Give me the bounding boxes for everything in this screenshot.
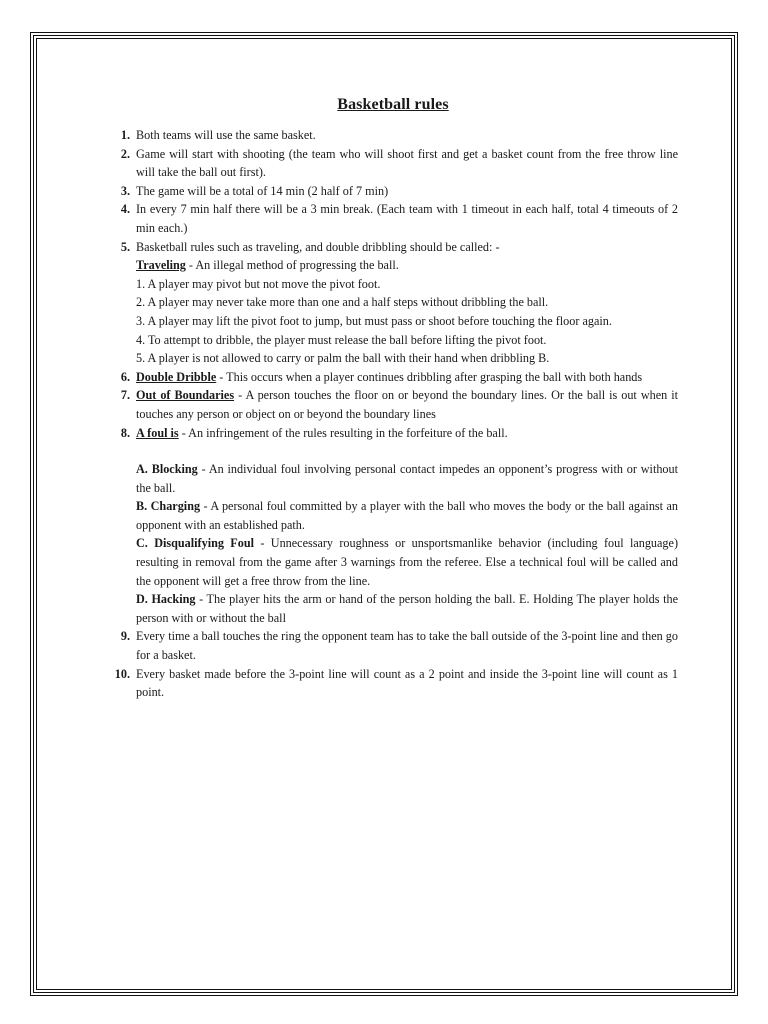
rule-text: The game will be a total of 14 min (2 half of 7 min)	[136, 183, 389, 198]
rule-item-9	[108, 627, 678, 664]
rule-text: - This occurs when a player continues dribbling after grasping the ball with both hands	[216, 369, 643, 384]
document-title: Basketball rules	[337, 96, 449, 113]
traveling-subrule: 4. To attempt to dribble, the player must release the ball before lifting the pivot foot.	[136, 332, 547, 347]
rule-text: - An infringement of the rules resulting in the forfeiture of the ball.	[178, 425, 508, 440]
foul-type: C. Disqualifying Foul	[136, 536, 255, 551]
traveling-subrule: 1. A player may pivot but not move the pivot foot.	[136, 276, 381, 291]
foul-text: - An individual foul involving personal contact impedes an opponent’s progress with or without the ball.	[136, 462, 678, 495]
traveling-subrule: 5. A player is not allowed to carry or palm the ball with their hand when dribbling B.	[136, 351, 550, 366]
foul-blocking	[136, 460, 678, 497]
foul-text: - A personal foul committed by a player with the ball who moves the body or the ball against an opponent with an established path.	[136, 499, 678, 532]
rule-number: 5.	[120, 239, 130, 254]
rule-text: In every 7 min half there will be a 3 min break. (Each team with 1 timeout in each half, total 4 timeouts of 2 min each.)	[136, 202, 678, 235]
rule-item-8	[108, 424, 678, 628]
rule-text: Basketball rules such as traveling, and double dribbling should be called: -	[136, 239, 500, 254]
rule-number: 1.	[120, 128, 130, 142]
spacer	[136, 442, 678, 460]
rule-number: 4.	[120, 202, 130, 217]
rule-text: - A person touches the floor on or beyond the boundary lines. Or the ball is out when it touches any person or object on or beyond the boundary lines	[136, 388, 678, 421]
traveling-definition	[136, 256, 678, 275]
foul-text: - Unnecessary roughness or unsportsmanlike behavior (including foul language) resulting in removal from the game after 3 warnings from the referee. Else a technical foul will be called and the opponent will get a free throw from the line.	[136, 536, 678, 588]
foul-term: A foul is	[136, 425, 179, 440]
rule-item-5	[108, 238, 678, 368]
traveling-subrule: 2. A player may never take more than one and a half steps without dribbling the ball.	[136, 295, 549, 310]
rule-number: 2.	[120, 146, 130, 161]
foul-hacking	[136, 590, 678, 627]
rules-list	[108, 126, 678, 702]
rule-number: 7.	[120, 388, 130, 403]
rule-item-3	[108, 182, 678, 201]
rule-number: 10.	[114, 666, 130, 681]
rule-number: 6.	[120, 369, 130, 384]
rule-item-4	[108, 200, 678, 237]
rule-text: Both teams will use the same basket.	[136, 128, 316, 142]
rule-number: 8.	[120, 425, 130, 440]
document-body	[108, 96, 678, 702]
rule-item-2	[108, 145, 678, 182]
foul-charging	[136, 497, 678, 534]
foul-type: D. Hacking	[136, 592, 196, 607]
traveling-text: - An illegal method of progressing the ball.	[185, 258, 399, 273]
rule-number: 9.	[120, 629, 130, 644]
foul-disqualifying	[136, 534, 678, 590]
rule-text: Every basket made before the 3-point line will count as a 2 point and inside the 3-point line will count as 1 point.	[136, 666, 678, 700]
rule-item-10	[108, 665, 678, 702]
traveling-term: Traveling	[136, 258, 186, 273]
out-of-boundaries-term: Out of Boundaries	[136, 388, 235, 403]
rule-item-1	[108, 126, 678, 145]
rule-text: Game will start with shooting (the team who will shoot first and get a basket count from the free throw line will take the ball out first).	[136, 146, 678, 180]
rule-item-6	[108, 368, 678, 387]
foul-type: B. Charging	[136, 499, 201, 514]
rule-number: 3.	[120, 183, 130, 198]
rule-text: Every time a ball touches the ring the opponent team has to take the ball outside of the 3-point line and then go for a basket.	[136, 629, 678, 663]
foul-text: - The player hits the arm or hand of the person holding the ball. E. Holding The player holds the person with or without the ball	[136, 592, 678, 625]
foul-type: A. Blocking	[136, 462, 198, 477]
rule-item-7	[108, 386, 678, 423]
double-dribble-term: Double Dribble	[136, 369, 217, 384]
traveling-subrule: 3. A player may lift the pivot foot to jump, but must pass or shoot before touching the floor again.	[136, 313, 612, 328]
